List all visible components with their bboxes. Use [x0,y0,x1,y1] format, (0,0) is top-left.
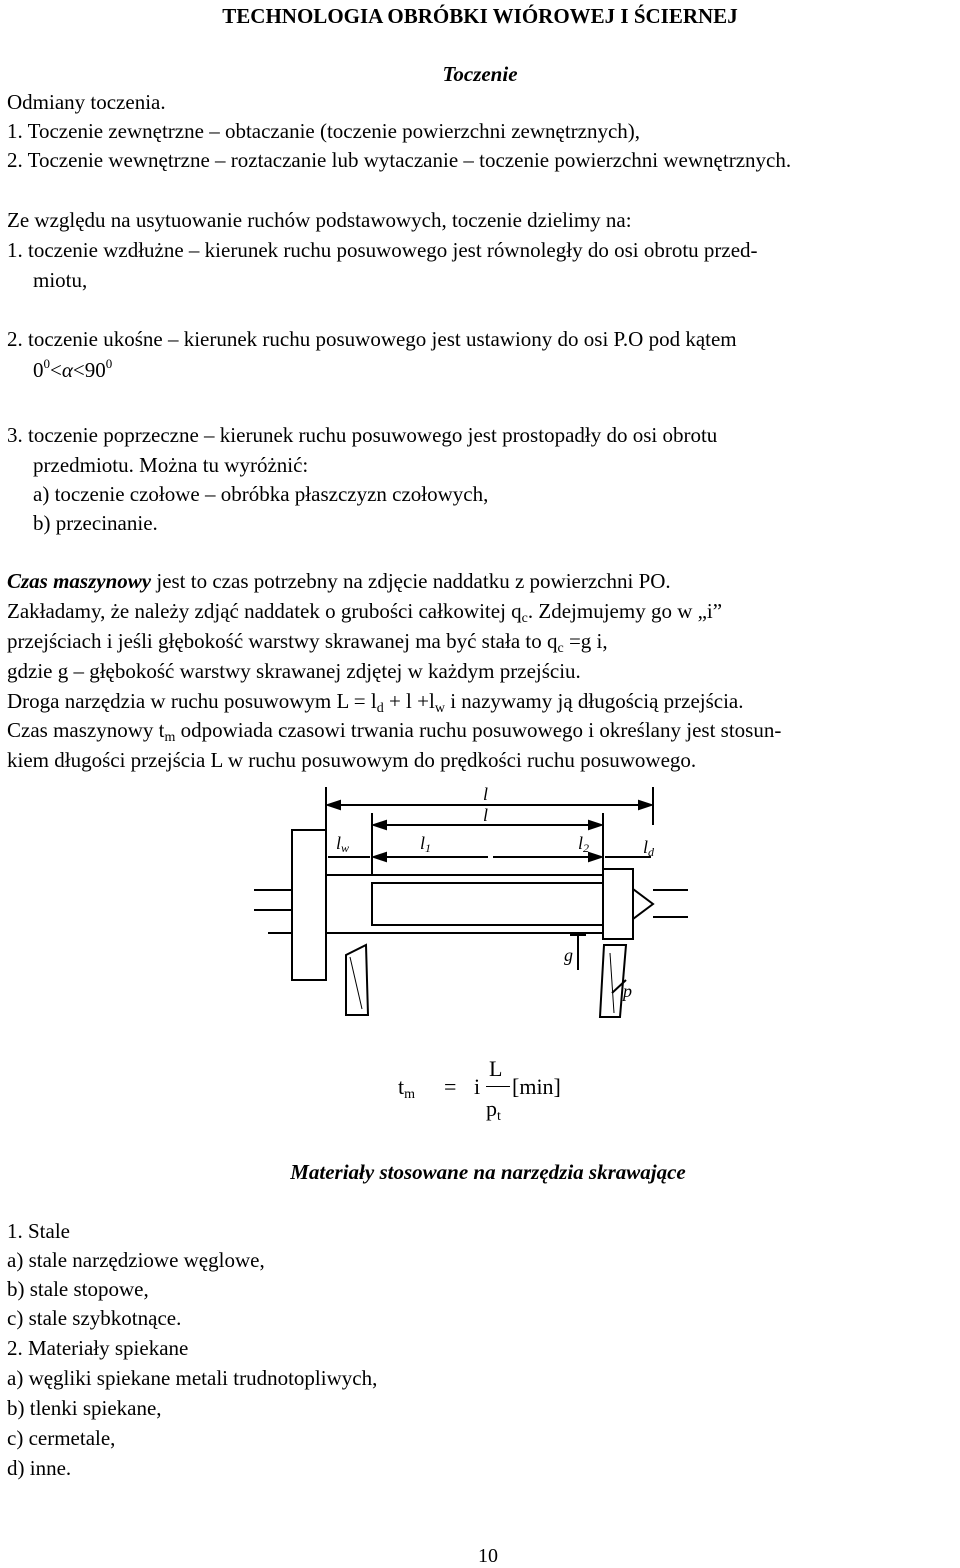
tool-hatch [610,953,614,1013]
label-l1: l1 [420,833,432,855]
angle-range: $0^0<\alpha<90^0$ [33,356,113,382]
paragraph-line: gdzie g – głębokość warstwy skrawanej zdjętej w każdym przejściu. [7,659,581,683]
arrow-head [328,801,340,809]
section-title: Toczenie [442,62,518,86]
paragraph-line: Droga narzędzia w ruchu posuwowym $L = l_d + l +l_w$ i nazywamy ją długością przejścia. [7,689,744,716]
intro-text: Odmiany toczenia. [7,90,166,114]
list-item: 1. toczenie wzdłużne – kierunek ruchu posuwowego jest równoległy do osi obrotu przed- [7,238,758,262]
label-L: l [483,785,489,804]
machine-time-formula [398,1056,598,1130]
sub-item: a) toczenie czołowe – obróbka płaszczyzn czołowych, [33,482,489,506]
arrow-head [639,801,651,809]
paragraph-line: kiem długości przejścia L w ruchu posuwowym do prędkości ruchu posuwowego. [7,748,697,772]
materials-item: c) stale szybkotnące. [7,1306,182,1330]
motion-intro: Ze względu na usytuowanie ruchów podstawowych, toczenie dzielimy na: [7,208,632,232]
tailstock [603,869,633,939]
label-g: g [564,945,573,965]
materials-item: 1. Stale [7,1219,70,1243]
fraction-bar [486,1086,510,1087]
label-lw: lw [336,833,350,855]
label-p: p [623,981,632,1001]
formula-lhs: $t_m$ [398,1074,416,1102]
materials-item: b) tlenki spiekane, [7,1396,162,1420]
formula-denominator: $p_t$ [486,1096,501,1124]
sub-item: b) przecinanie. [33,511,158,535]
label-l2: l2 [578,833,590,855]
arrow-head [589,821,601,829]
arrow-head [374,821,386,829]
list-item: 1. Toczenie zewnętrzne – obtaczanie (toczenie powierzchni zewnętrznych), [7,119,641,143]
materials-item: b) stale stopowe, [7,1277,149,1301]
materials-item: a) stale narzędziowe węglowe, [7,1248,265,1272]
arrow-head [374,853,386,861]
materials-item: a) węgliki spiekane metali trudnotopliwych, [7,1366,378,1390]
materials-item: 2. Materiały spiekane [7,1336,189,1360]
list-item-cont: miotu, [33,268,88,292]
materials-item: d) inne. [7,1456,72,1480]
page-number: 10 [478,1545,498,1567]
paragraph-line: przejściach i jeśli głębokość warstwy skrawanej ma być stała to $q_c =g$ i, [7,629,608,656]
workpiece-machined [372,883,603,925]
list-item: 2. toczenie ukośne – kierunek ruchu posuwowego jest ustawiony do osi P.O pod kątem [7,327,737,351]
list-item-cont: przedmiotu. Można tu wyróżnić: [33,453,309,477]
tailstock-center [633,889,653,919]
formula-i: i [474,1074,481,1099]
label-ld: ld [643,837,655,859]
page-header: TECHNOLOGIA OBRÓBKI WIÓROWEJ I ŚCIERNEJ [222,4,738,28]
materials-item: c) cermetale, [7,1426,116,1450]
chuck [292,830,326,980]
cutting-tool-left [346,945,368,1015]
formula-unit: [min] [512,1074,561,1099]
turning-diagram [248,785,688,1020]
paragraph-line: Czas maszynowy $t_m$ odpowiada czasowi trwania ruchu posuwowego i określany jest stosun- [7,718,782,745]
paragraph-line: Zakładamy, że należy zdjąć naddatek o grubości całkowitej $q_c$. Zdejmujemy go w „i” [7,599,723,626]
materials-title: Materiały stosowane na narzędzia skrawające [290,1160,686,1184]
arrow-head [589,853,601,861]
paragraph-line: Czas maszynowy jest to czas potrzebny na zdjęcie naddatku z powierzchni PO. [7,569,671,593]
list-item: 2. Toczenie wewnętrzne – roztaczanie lub wytaczanie – toczenie powierzchni wewnętrznych. [7,148,792,172]
label-l: l [483,805,489,825]
list-item: 3. toczenie poprzeczne – kierunek ruchu posuwowego jest prostopadły do osi obrotu [7,423,718,447]
formula-numerator: L [489,1056,503,1081]
formula-eq: = [444,1074,457,1099]
tool-hatch [350,957,362,1009]
